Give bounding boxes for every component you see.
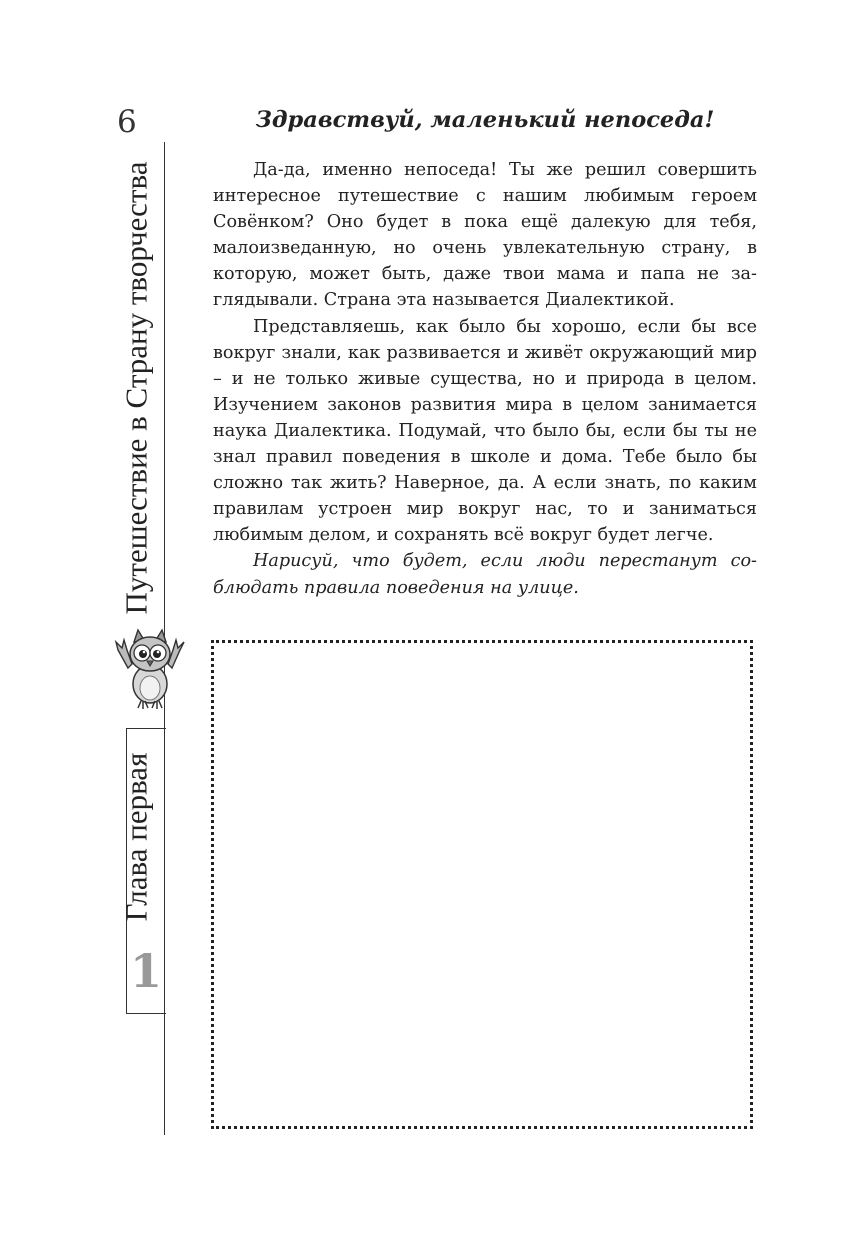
chapter-label-text: Глава первая xyxy=(118,752,153,922)
paragraph: Представляешь, как было бы хорошо, если бы все вокруг знали, как развивается и живёт окружающий мир – и не только живые существа, но и природа в целом. Изучением законов развития мира в целом занимается наука Диалектика. Подумай, что было бы, если бы ты не знал правил поведения в школе и дома. Тебе было бы сложно так жить? Наверное, да. А если знать, по каким правилам устроен мир вокруг нас, то и заниматься любимым делом, и сохранять всё вокруг будет легче. xyxy=(213,316,757,546)
article-heading: Здравствуй, маленький непоседа! xyxy=(255,107,715,133)
page-number: 6 xyxy=(117,104,137,140)
running-title-text: Путешествие в Страну творчества xyxy=(118,161,153,615)
running-title xyxy=(106,160,166,616)
paragraph: Да-да, именно непоседа! Ты же решил совершить интересное путешествие с нашим любимым героем Совёнком? Оно будет в пока ещё далекую для тебя, малоизведанную, но очень увлекательную страну, в которую, может быть, даже твои мама и папа не заглядывали. Страна эта называется Диалектикой. xyxy=(213,160,757,311)
owl-mascot-icon xyxy=(114,628,186,710)
chapter-label xyxy=(106,744,166,930)
article-body xyxy=(213,157,757,601)
chapter-number: 1 xyxy=(129,944,162,998)
drawing-instruction: Нарисуй, что будет, если люди перестанут соблюдать правила поведения на улице. xyxy=(213,551,757,598)
drawing-area[interactable] xyxy=(211,640,753,1129)
